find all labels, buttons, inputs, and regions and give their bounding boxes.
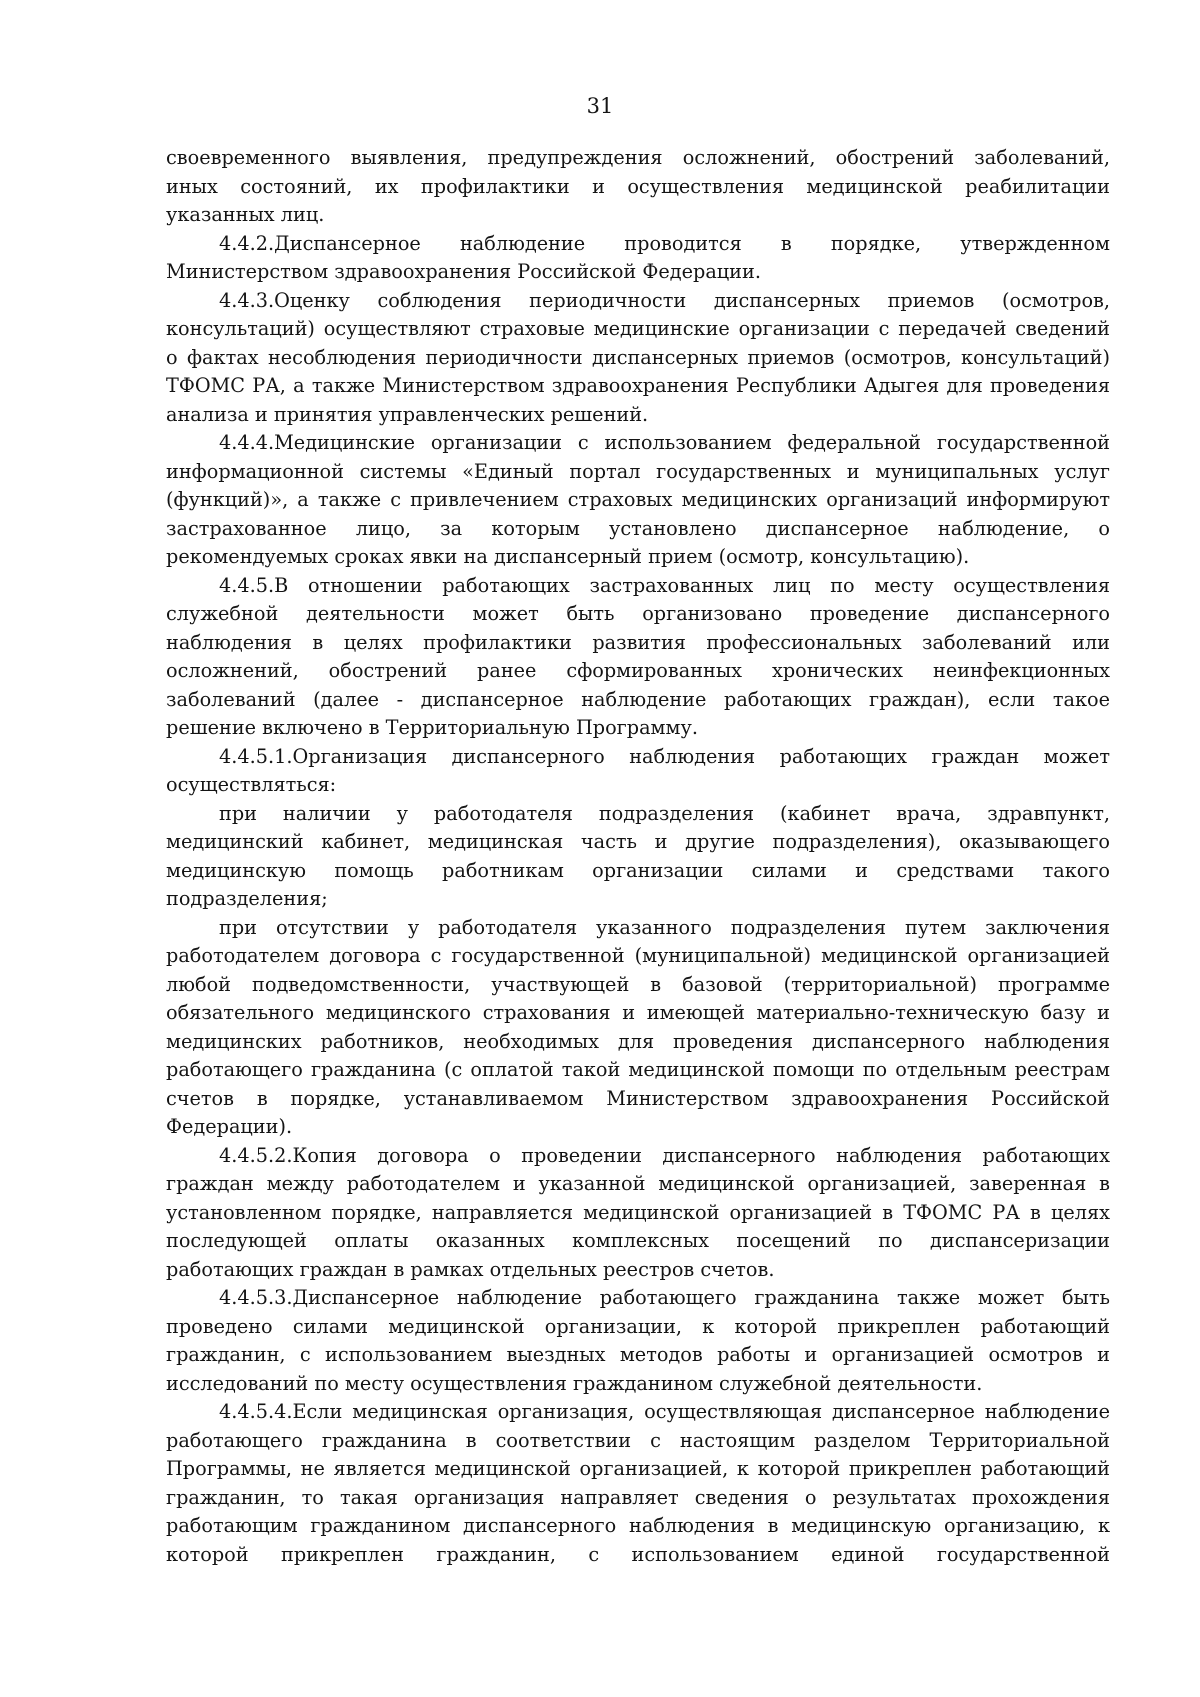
text-line: 4.4.5.1.Организация диспансерного наблюдения работающих граждан может: [219, 744, 1110, 768]
text-line: 4.4.2.Диспансерное наблюдение проводится в порядке, утвержденном: [219, 231, 1110, 255]
text-line: работодателем договора с государственной (муниципальной) медицинской организацией: [166, 944, 1110, 967]
text-line: гражданин, с использованием выездных методов работы и организацией осмотров и: [166, 1343, 1110, 1366]
paragraph: [166, 429, 1110, 572]
text-line: своевременного выявления, предупреждения осложнений, обострений заболеваний,: [166, 146, 1110, 169]
text-line: гражданин, то такая организация направляет сведения о результатах прохождения: [166, 1485, 1110, 1509]
paragraph: [166, 144, 1110, 230]
text-line: ТФОМС РА, а также Министерством здравоохранения Республики Адыгея для проведения: [166, 374, 1110, 397]
text-line: любой подведомственности, участвующей в базовой (территориальной) программе: [166, 972, 1110, 996]
text-line: консультаций) осуществляют страховые медицинские организации с передачей сведений: [166, 317, 1110, 340]
text-line: медицинскую помощь работникам организации силами и средствами такого: [166, 858, 1110, 882]
paragraph: [166, 1284, 1110, 1398]
text-line: проведено силами медицинской организации, к которой прикреплен работающий: [166, 1314, 1110, 1338]
text-line: иных состояний, их профилактики и осуществления медицинской реабилитации: [166, 174, 1110, 198]
text-line: Программы, не является медицинской организацией, к которой прикреплен работающий: [166, 1457, 1110, 1480]
text-line: Министерством здравоохранения Российской Федерации.: [166, 260, 761, 283]
text-line: осложнений, обострений ранее сформированных хронических неинфекционных: [166, 659, 1110, 682]
text-line: 4.4.3.Оценку соблюдения периодичности диспансерных приемов (осмотров,: [219, 288, 1110, 312]
paragraph: [166, 1142, 1110, 1285]
text-line: медицинских работников, необходимых для проведения диспансерного наблюдения: [166, 1029, 1110, 1053]
text-line: информационной системы «Единый портал государственных и муниципальных услуг: [166, 459, 1110, 483]
text-line: анализа и принятия управленческих решений.: [166, 402, 649, 426]
text-line: медицинский кабинет, медицинская часть и другие подразделения), оказывающего: [166, 830, 1110, 853]
paragraph: [166, 914, 1110, 1142]
paragraph: [166, 230, 1110, 287]
text-line: исследований по месту осуществления гражданином служебной деятельности.: [166, 1371, 983, 1395]
text-line: граждан между работодателем и указанной медицинской организацией, заверенная в: [166, 1172, 1110, 1195]
text-line: работающего гражданина в соответствии с настоящим разделом Территориальной: [166, 1428, 1110, 1452]
text-line: указанных лиц.: [166, 203, 325, 226]
paragraph: [166, 800, 1110, 914]
text-line: наблюдения в целях профилактики развития профессиональных заболеваний или: [166, 630, 1110, 654]
text-line: работающего гражданина (с оплатой такой медицинской помощи по отдельным реестрам: [166, 1058, 1110, 1081]
text-line: заболеваний (далее - диспансерное наблюдение работающих граждан), если такое: [166, 687, 1110, 711]
page-number: 31: [586, 94, 614, 118]
text-line: осуществляться:: [166, 773, 337, 796]
text-line: работающим гражданином диспансерного наблюдения в медицинскую организацию, к: [166, 1514, 1110, 1537]
text-line: которой прикреплен гражданин, с использованием единой государственной: [166, 1542, 1110, 1566]
text-line: 4.4.5.4.Если медицинская организация, осуществляющая диспансерное наблюдение: [219, 1400, 1110, 1423]
text-line: 4.4.5.В отношении работающих застрахованных лиц по месту осуществления: [219, 573, 1110, 597]
paragraph: [166, 287, 1110, 430]
text-line: застрахованное лицо, за которым установлено диспансерное наблюдение, о: [166, 516, 1110, 540]
text-line: (функций)», а также с привлечением страховых медицинских организаций информируют: [166, 488, 1110, 511]
text-line: обязательного медицинского страхования и имеющей материально-техническую базу и: [166, 1001, 1110, 1024]
paragraph: [166, 743, 1110, 800]
text-line: рекомендуемых сроках явки на диспансерный прием (осмотр, консультацию).: [166, 545, 970, 568]
text-line: служебной деятельности может быть организовано проведение диспансерного: [166, 602, 1110, 625]
text-line: работающих граждан в рамках отдельных реестров счетов.: [166, 1257, 775, 1281]
text-line: счетов в порядке, устанавливаемом Министерством здравоохранения Российской: [166, 1086, 1110, 1110]
text-line: 4.4.4.Медицинские организации с использованием федеральной государственной: [219, 431, 1110, 454]
text-line: Федерации).: [166, 1115, 293, 1138]
text-line: установленном порядке, направляется медицинской организацией в ТФОМС РА в целях: [166, 1200, 1110, 1224]
text-line: подразделения;: [166, 887, 328, 910]
paragraph: [166, 572, 1110, 743]
text-line: 4.4.5.3.Диспансерное наблюдение работающего гражданина также может быть: [219, 1286, 1110, 1309]
text-line: при наличии у работодателя подразделения (кабинет врача, здравпункт,: [219, 801, 1110, 825]
text-line: при отсутствии у работодателя указанного подразделения путем заключения: [219, 915, 1110, 939]
document-body: [166, 144, 1110, 1569]
text-line: 4.4.5.2.Копия договора о проведении диспансерного наблюдения работающих: [219, 1143, 1110, 1167]
text-line: решение включено в Территориальную Программу.: [166, 716, 698, 739]
text-line: о фактах несоблюдения периодичности диспансерных приемов (осмотров, консультаций): [166, 345, 1110, 369]
text-line: последующей оплаты оказанных комплексных посещений по диспансеризации: [166, 1229, 1110, 1252]
paragraph: [166, 1398, 1110, 1569]
